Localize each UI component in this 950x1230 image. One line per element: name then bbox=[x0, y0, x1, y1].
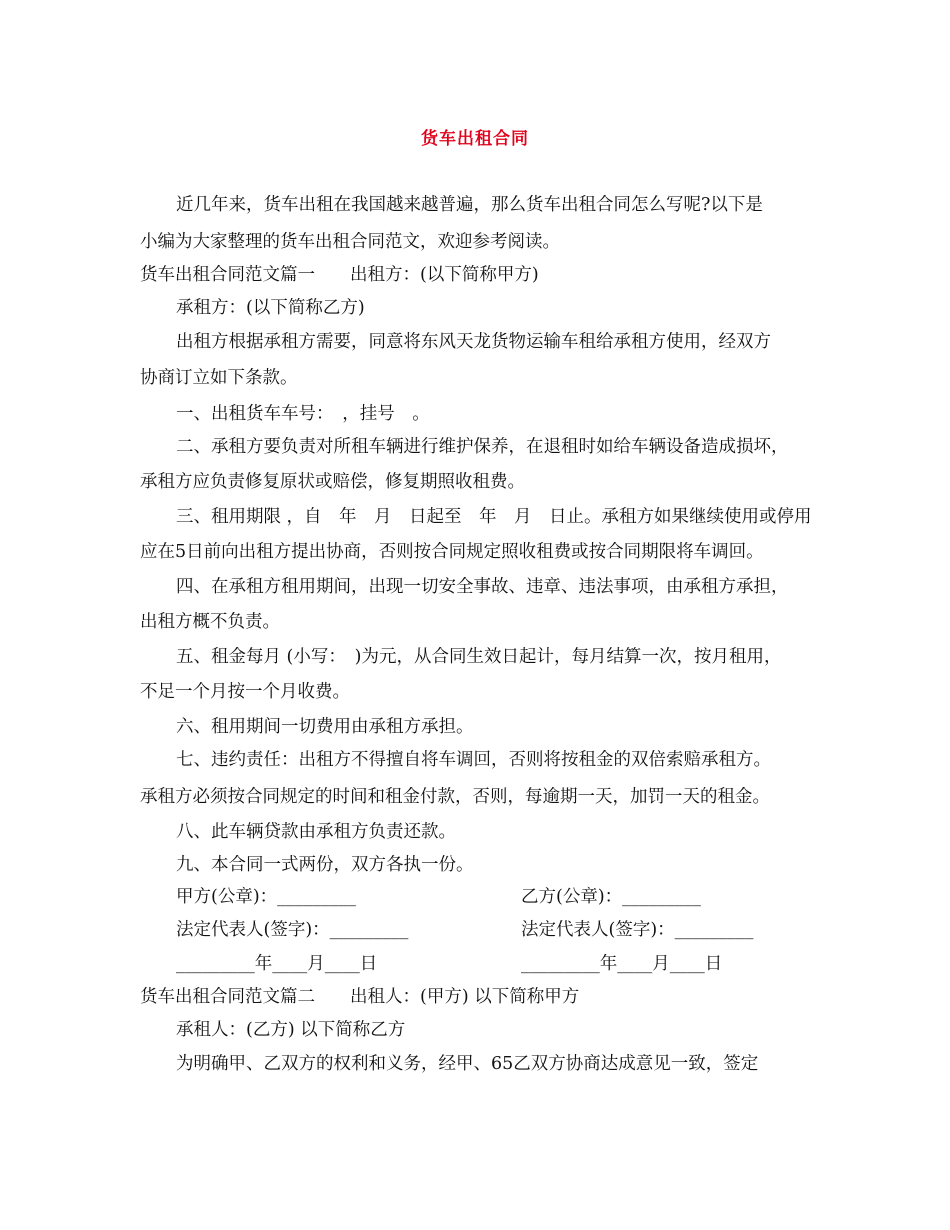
clause-4-line-2: 出租方概不负责。 bbox=[140, 612, 280, 632]
intro-line-1: 近几年来，货车出租在我国越来越普遍，那么货车出租合同怎么写呢?以下是 bbox=[176, 195, 763, 215]
clause-1: 一、出租货车车号： ，挂号 。 bbox=[176, 404, 430, 424]
clause-4-line-1: 四、在承租方租用期间，出现一切安全事故、违章、违法事项，由承租方承担， bbox=[176, 577, 789, 597]
clause-5-line-1: 五、租金每月 (小写： )为元，从合同生效日起计，每月结算一次，按月租用， bbox=[176, 647, 782, 667]
intro-line-2: 小编为大家整理的货车出租合同范文，欢迎参考阅读。 bbox=[140, 232, 560, 252]
clause-5-line-2: 不足一个月按一个月收费。 bbox=[140, 682, 350, 702]
clause-2-line-2: 承租方应负责修复原状或赔偿，修复期照收租费。 bbox=[140, 472, 525, 492]
preamble-line-3: 为明确甲、乙双方的权利和义务，经甲、65乙双方协商达成意见一致，签定 bbox=[176, 1054, 759, 1074]
party-a-seal: 甲方(公章)：_________ bbox=[176, 887, 356, 907]
preamble-line-1: 出租方根据承租方需要，同意将东风天龙货物运输车租给承租方使用，经双方 bbox=[176, 332, 771, 352]
clause-7-line-2: 承租方必须按合同规定的时间和租金付款，否则，每逾期一天，加罚一天的租金。 bbox=[140, 787, 770, 807]
section-heading-2: 货车出租合同范文篇二 出租人：(甲方) 以下简称甲方 bbox=[140, 987, 580, 1007]
clause-8: 八、此车辆贷款由承租方负责还款。 bbox=[176, 822, 456, 842]
party-a-representative: 法定代表人(签字)：_________ bbox=[176, 920, 409, 940]
clause-7-line-1: 七、违约责任：出租方不得擅自将车调回，否则将按租金的双倍索赔承租方。 bbox=[176, 750, 771, 770]
clause-3-line-1: 三、租用期限 ，自 年 月 日起至 年 月 日止。承租方如果继续使用或停用 bbox=[176, 507, 812, 527]
party-a-date: _________年____月____日 bbox=[176, 954, 378, 974]
lessee-line-2: 承租人：(乙方) 以下简称乙方 bbox=[176, 1020, 406, 1040]
section-heading-1: 货车出租合同范文篇一 出租方：(以下简称甲方) bbox=[140, 265, 539, 285]
document-title: 货车出租合同 bbox=[421, 129, 529, 149]
lessee-line: 承租方：(以下简称乙方) bbox=[176, 298, 365, 318]
party-b-representative: 法定代表人(签字)：_________ bbox=[521, 920, 754, 940]
party-b-date: _________年____月____日 bbox=[521, 954, 723, 974]
clause-9: 九、本合同一式两份，双方各执一份。 bbox=[176, 855, 474, 875]
clause-6: 六、租用期间一切费用由承租方承担。 bbox=[176, 717, 474, 737]
party-b-seal: 乙方(公章)：_________ bbox=[521, 887, 701, 907]
clause-2-line-1: 二、承租方要负责对所租车辆进行维护保养，在退租时如给车辆设备造成损坏， bbox=[176, 437, 789, 457]
clause-3-line-2: 应在5日前向出租方提出协商，否则按合同规定照收租费或按合同期限将车调回。 bbox=[140, 542, 764, 562]
preamble-line-2: 协商订立如下条款。 bbox=[140, 368, 298, 388]
